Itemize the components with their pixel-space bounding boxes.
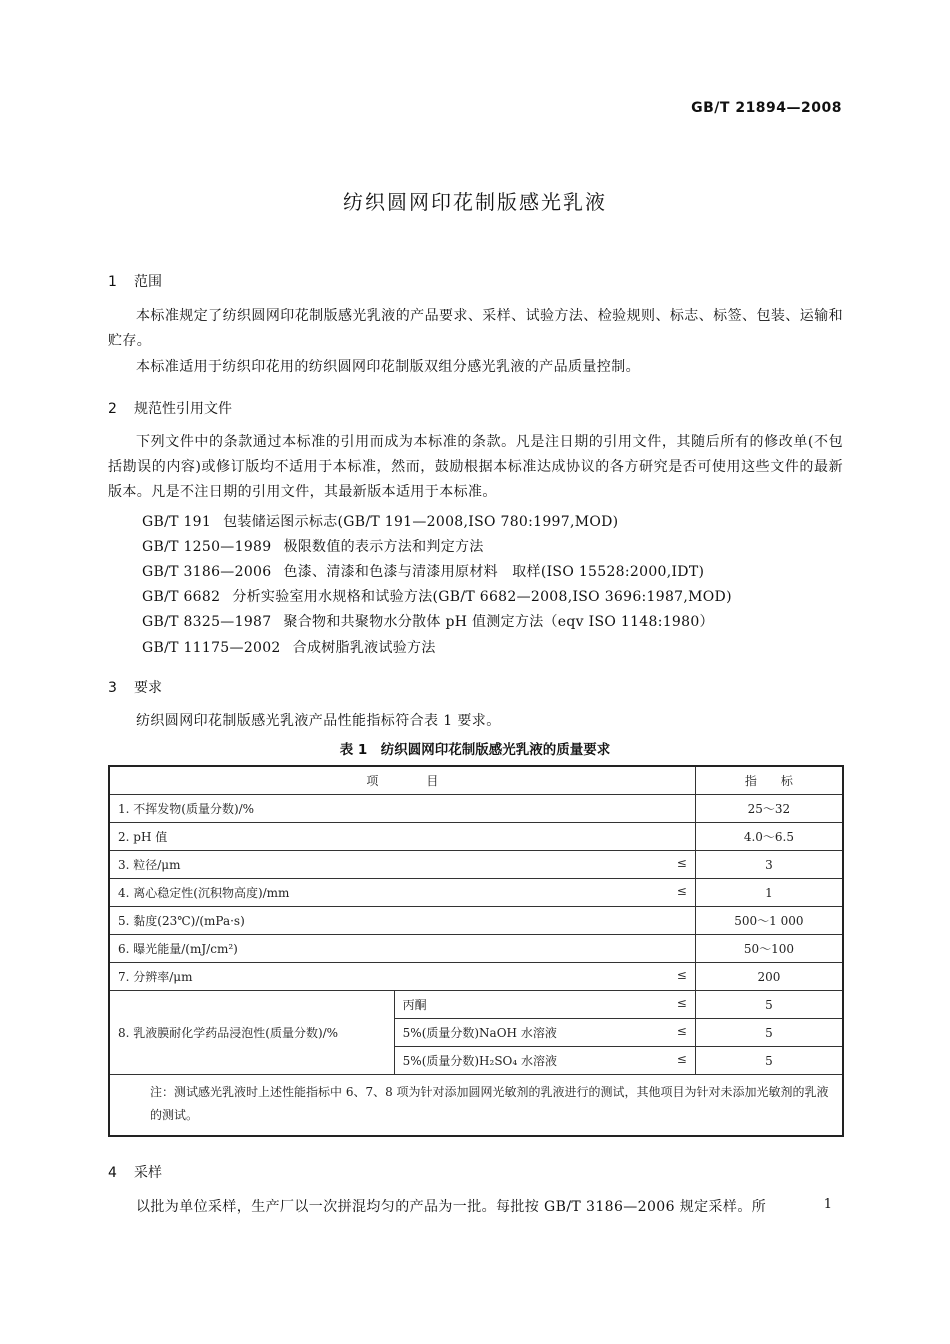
row-item: 1. 不挥发物(质量分数)/% [109,795,695,823]
reference-item [142,511,618,531]
row-value: 4.0～6.5 [695,823,843,851]
reference-code: GB/T 191 [142,514,212,530]
table-caption: 表 1 纺织圆网印花制版感光乳液的质量要求 [339,742,611,758]
row-item-cell [109,963,695,991]
reference-code: GB/T 3186—2006 [142,564,272,580]
less-equal-sign: ≤ [676,856,687,870]
section-title: 采样 [134,1165,162,1181]
sub-item-cell [394,1047,695,1075]
document-title: 纺织圆网印花制版感光乳液 [343,190,607,214]
table-row [109,823,843,851]
row-value: 5 [695,1019,843,1047]
less-equal-sign: ≤ [676,968,687,982]
section-number: 2 [108,401,117,417]
row-value: 5 [695,991,843,1019]
row-value: 5 [695,1047,843,1075]
reference-title: 分析实验室用水规格和试验方法(GB/T 6682—2008,ISO 3696:1987,MOD) [232,589,732,605]
table-row [109,795,843,823]
standard-number: GB/T 21894—2008 [691,100,842,116]
reference-title: 色漆、清漆和色漆与清漆用原材料 取样(ISO 15528:2000,IDT) [283,564,705,580]
section-number: 4 [108,1165,117,1181]
row-item: 2. pH 值 [109,823,695,851]
section-1-heading [108,271,162,291]
reference-code: GB/T 6682 [142,589,221,605]
section-number: 1 [108,274,117,290]
sub-item: 5%(质量分数)H₂SO₄ 水溶液 [402,1054,558,1068]
sub-item: 丙酮 [402,998,427,1012]
section-number: 3 [108,680,117,696]
row-item: 4. 离心稳定性(沉积物高度)/mm [118,886,290,900]
less-equal-sign: ≤ [676,884,687,898]
table-header-row [109,766,843,795]
section-2-heading [108,398,232,418]
sub-item-cell [394,991,695,1019]
table-row [109,907,843,935]
reference-item [142,637,436,657]
row-value: 1 [695,879,843,907]
table-row [109,963,843,991]
row-value: 25～32 [695,795,843,823]
row-value: 200 [695,963,843,991]
row-item-cell [109,851,695,879]
reference-code: GB/T 1250—1989 [142,539,272,555]
reference-title: 包装储运图示标志(GB/T 191—2008,ISO 780:1997,MOD) [223,514,619,530]
reference-item [142,611,714,631]
section-title: 规范性引用文件 [134,401,232,417]
section-title: 要求 [134,680,162,696]
reference-code: GB/T 8325—1987 [142,614,272,630]
paragraph: 下列文件中的条款通过本标准的引用而成为本标准的条款。凡是注日期的引用文件，其随后所有的修改单(不包括勘误的内容)或修订版均不适用于本标准，然而，鼓励根据本标准达成协议的各方研究是否可使用这些文件的最新版本。凡是不注日期的引用文件，其最新版本适用于本标准。 [108,434,843,500]
row-value: 3 [695,851,843,879]
paragraph: 纺织圆网印花制版感光乳液产品性能指标符合表 1 要求。 [136,713,501,729]
table-row [109,991,843,1019]
header-index: 指 标 [695,766,843,795]
row-item: 7. 分辨率/μm [118,970,193,984]
reference-title: 极限数值的表示方法和判定方法 [283,539,484,555]
section-3-heading [108,677,162,697]
sub-item: 5%(质量分数)NaOH 水溶液 [402,1026,557,1040]
sub-item-cell [394,1019,695,1047]
reference-title: 合成树脂乳液试验方法 [292,640,436,656]
table-note: 注：测试感光乳液时上述性能指标中 6、7、8 项为针对添加圆网光敏剂的乳液进行的测试，其他项目为针对未添加光敏剂的乳液的测试。 [109,1075,843,1137]
page-number: 1 [823,1197,832,1212]
row-value: 500～1 000 [695,907,843,935]
section-title: 范围 [134,274,162,290]
quality-requirements-table [108,765,844,1137]
reference-title: 聚合物和共聚物水分散体 pH 值测定方法（eqv ISO 1148:1980） [283,614,714,630]
section-4-heading [108,1162,162,1182]
less-equal-sign: ≤ [676,1052,687,1066]
row-item: 3. 粒径/μm [118,858,181,872]
table-row [109,879,843,907]
less-equal-sign: ≤ [676,1024,687,1038]
header-item: 项 目 [109,766,695,795]
table-note-row [109,1075,843,1137]
less-equal-sign: ≤ [676,996,687,1010]
paragraph: 本标准规定了纺织圆网印花制版感光乳液的产品要求、采样、试验方法、检验规则、标志、标签、包装、运输和贮存。 [108,308,843,349]
table-row [109,851,843,879]
paragraph: 以批为单位采样，生产厂以一次拼混均匀的产品为一批。每批按 GB/T 3186—2006 规定采样。所 [136,1199,767,1215]
reference-code: GB/T 11175—2002 [142,640,281,656]
reference-item [142,586,732,606]
row-item: 6. 曝光能量/(mJ/cm²) [109,935,695,963]
reference-item [142,561,704,581]
row-item-cell [109,879,695,907]
table-row [109,935,843,963]
row-item: 8. 乳液膜耐化学药品浸泡性(质量分数)/% [109,991,394,1075]
row-item: 5. 黏度(23℃)/(mPa·s) [109,907,695,935]
row-value: 50～100 [695,935,843,963]
paragraph: 本标准适用于纺织印花用的纺织圆网印花制版双组分感光乳液的产品质量控制。 [136,359,640,375]
reference-item [142,536,484,556]
